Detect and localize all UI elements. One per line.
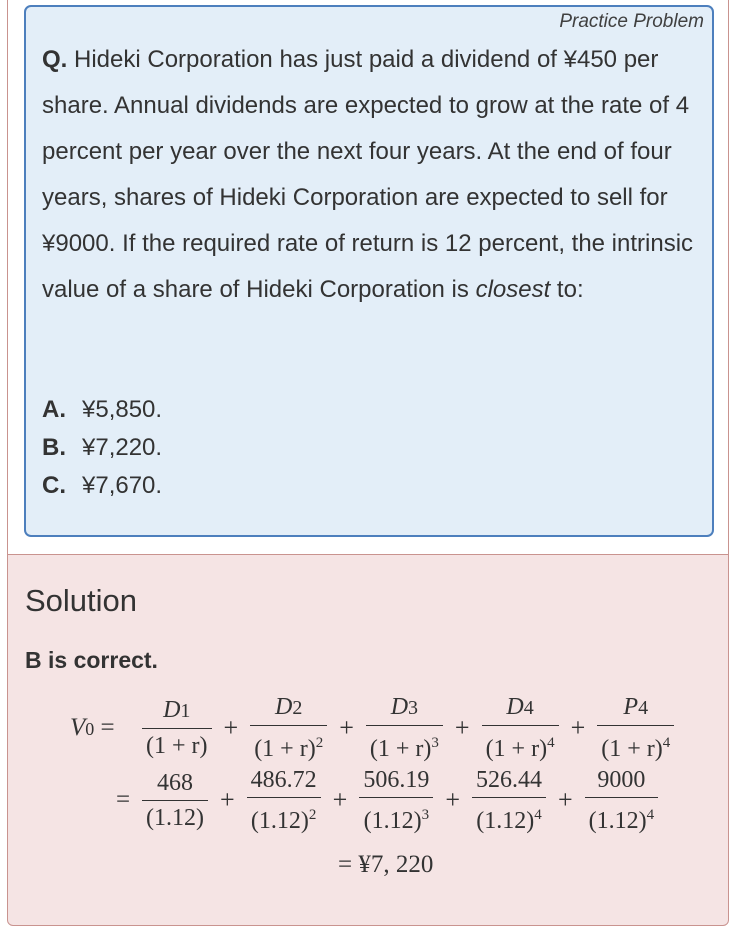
fraction-bar [482, 725, 559, 726]
option-c: C. ¥7,670. [42, 472, 163, 499]
plus-sign: + [445, 785, 460, 814]
plus-sign: + [339, 713, 354, 742]
fraction-denominator: $(1.12)^4$ [588, 806, 655, 834]
fraction-numerator: D2 [275, 694, 303, 720]
plus-sign: + [570, 713, 586, 742]
fraction-bar [585, 797, 658, 798]
practice-problem-box [24, 5, 714, 537]
solution-box [7, 554, 729, 926]
fraction-bar [472, 797, 546, 798]
fraction-denominator: $(1.12)^2$ [250, 806, 317, 834]
fraction-term [585, 765, 658, 836]
fraction-denominator: (1 + r) [146, 733, 208, 759]
fraction-bar [142, 800, 208, 801]
solution-answer: B is correct. [25, 647, 158, 673]
plus-sign: + [219, 785, 235, 814]
option-b: B. ¥7,220. [42, 434, 163, 461]
fraction-term [247, 765, 321, 836]
answer-options [42, 391, 162, 505]
fraction-term [359, 765, 433, 836]
fraction-denominator: $(1 + r)^3$ [369, 735, 439, 762]
fraction-numerator: 506.19 [363, 766, 430, 793]
fraction-bar [597, 725, 674, 726]
equation-result: = ¥7, 220 [338, 851, 434, 878]
fraction-denominator: $(1 + r)^4$ [485, 735, 555, 762]
fraction-term [142, 768, 208, 833]
solution-equation [8, 555, 730, 927]
fraction-bar [247, 797, 321, 798]
fraction-term [250, 692, 327, 764]
fraction-numerator: D4 [506, 694, 534, 720]
fraction-bar [366, 725, 443, 726]
fraction-term [366, 692, 443, 764]
fraction-denominator: $(1 + r)^4$ [601, 735, 671, 762]
fraction-denominator: $(1 + r)^2$ [254, 735, 324, 762]
fraction-term [472, 765, 546, 836]
solution-title: Solution [25, 583, 138, 618]
fraction-denominator: $(1.12)^3$ [363, 806, 430, 834]
question-text [42, 37, 702, 313]
fraction-denominator: (1.12) [146, 804, 204, 831]
fraction-numerator: D1 [163, 697, 191, 723]
plus-sign: + [558, 785, 573, 814]
question-end: to: [550, 276, 584, 303]
fraction-numerator: P4 [623, 694, 649, 720]
plus-sign: + [223, 713, 239, 742]
equation-row-2 [116, 755, 664, 845]
practice-problem-tag: Practice Problem [559, 11, 704, 32]
fraction-numerator: 468 [156, 769, 193, 796]
fraction-bar [359, 797, 433, 798]
plus-sign: + [454, 713, 470, 742]
option-a: A. ¥5,850. [42, 396, 163, 423]
fraction-bar [250, 725, 327, 726]
equation-lhs: V0 = [70, 714, 115, 741]
fraction-numerator: D3 [390, 694, 419, 720]
fraction-term [482, 692, 559, 764]
plus-sign: + [332, 785, 348, 814]
fraction-numerator: 486.72 [250, 766, 317, 793]
equation-equals: = [116, 786, 131, 813]
fraction-term [142, 695, 212, 761]
question-emphasis: closest [475, 276, 551, 303]
fraction-bar [142, 728, 212, 729]
question-body: Hideki Corporation has just paid a dividend of ¥450 per share. Annual dividends are expected to grow at the rate of 4 percent per year over the next four years. At the end of four years, shares of Hideki Corporation are expected to sell for ¥9000. If the required rate of return is 12 percent, the intrinsic value of a share of Hideki Corporation is [42, 46, 694, 303]
fraction-denominator: $(1.12)^4$ [476, 806, 542, 834]
fraction-term [597, 692, 674, 764]
fraction-numerator: 9000 [597, 766, 646, 793]
fraction-numerator: 526.44 [476, 766, 542, 793]
question-label: Q. [42, 46, 68, 73]
